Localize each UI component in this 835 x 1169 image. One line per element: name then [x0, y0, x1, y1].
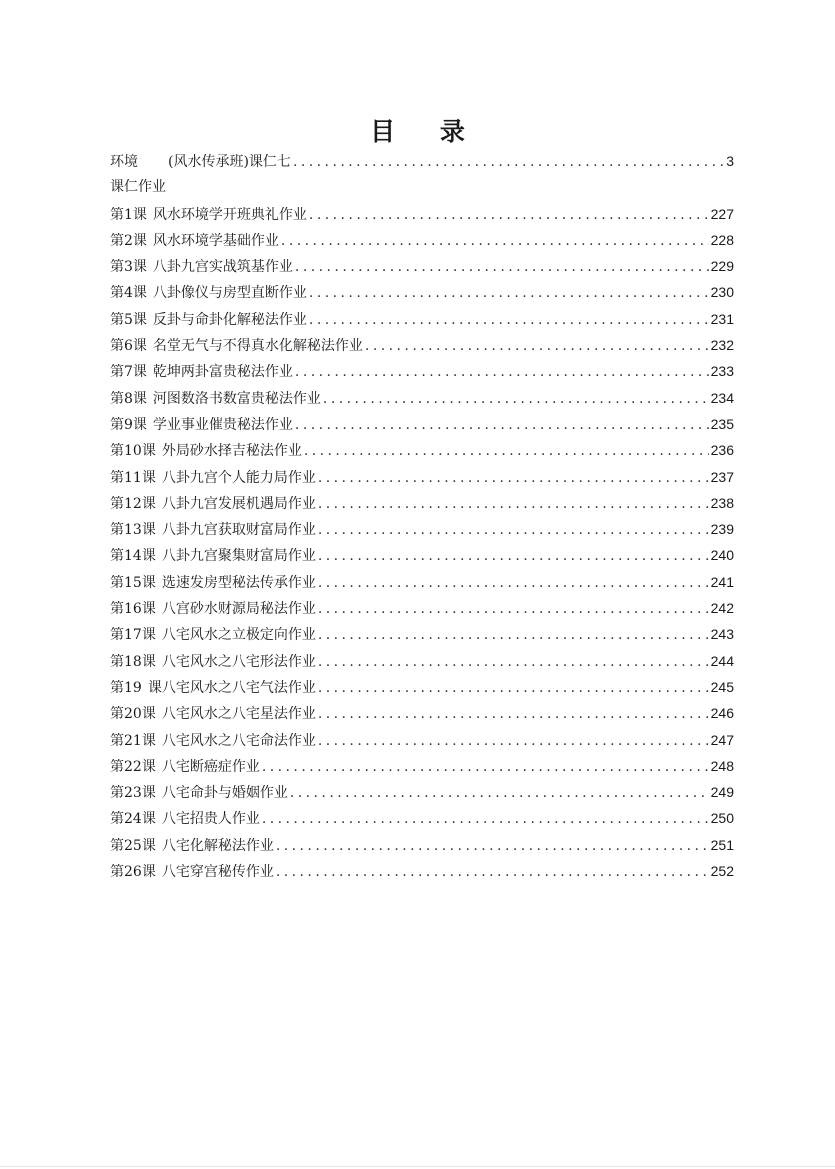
- toc-entry-page: 247: [710, 731, 734, 748]
- toc-entry[interactable]: [110, 464, 734, 490]
- toc-entry-lesson: 第2课: [110, 232, 147, 249]
- toc-entry-page: 228: [710, 231, 734, 248]
- toc-entry-title: 名堂无气与不得真水化解秘法作业: [152, 338, 363, 355]
- toc-entry-page: 244: [710, 652, 734, 669]
- toc-entry-title: 八卦像仪与房型直断作业: [152, 285, 307, 302]
- toc-entry-page: 251: [710, 836, 734, 853]
- toc-entry[interactable]: [110, 332, 734, 358]
- toc-entry-lesson: 第26课: [110, 864, 156, 881]
- toc-entry-lesson: 第12课: [110, 495, 156, 512]
- dot-leader: [318, 649, 709, 675]
- toc-entry-title: 八卦九宫发展机遇局作业: [161, 495, 316, 512]
- toc-entry[interactable]: [110, 805, 734, 831]
- toc-entry[interactable]: [110, 201, 734, 227]
- toc-entry-page: 227: [710, 205, 734, 222]
- toc-entry-lesson: 第10课: [110, 443, 156, 460]
- toc-entry-page: 238: [710, 494, 734, 511]
- dot-leader: [309, 307, 709, 333]
- dot-leader: [262, 806, 709, 832]
- toc-entry-page: 236: [710, 442, 734, 459]
- toc-entry-title: 八宅风水之八宅星法作业: [161, 706, 316, 723]
- toc-entry-lesson: 第6课: [110, 338, 147, 355]
- toc-entry-title: 课八宅风水之八宅气法作业: [147, 679, 316, 696]
- toc-entry[interactable]: [110, 437, 734, 463]
- toc-entry-title: 风水环境学基础作业: [152, 232, 279, 249]
- toc-entry-page: 233: [710, 363, 734, 380]
- toc-entry[interactable]: [110, 779, 734, 805]
- toc-entry[interactable]: [110, 279, 734, 305]
- dot-leader: [295, 412, 709, 438]
- toc-entry-title: 八卦九宫聚集财富局作业: [161, 548, 316, 565]
- dot-leader: [309, 280, 709, 306]
- toc-entry-lesson: 第3课: [110, 259, 147, 276]
- toc-entry[interactable]: [110, 306, 734, 332]
- toc-entry[interactable]: [110, 700, 734, 726]
- dot-leader: [318, 570, 709, 596]
- toc-entry[interactable]: [110, 595, 734, 621]
- toc-entry-title: 八宅穿宫秘传作业: [161, 864, 274, 881]
- toc-entry[interactable]: [110, 253, 734, 279]
- toc-entry-page: 241: [710, 573, 734, 590]
- toc-entry-title: 八宫砂水财源局秘法作业: [161, 601, 316, 618]
- toc-entry-title: 八宅风水之立极定向作业: [161, 627, 316, 644]
- toc-entry-page: 246: [710, 705, 734, 722]
- toc-entry[interactable]: [110, 621, 734, 647]
- dot-leader: [318, 491, 709, 517]
- toc-entry-page: 239: [710, 521, 734, 538]
- dot-leader: [309, 202, 709, 228]
- toc-entry-title: 选速发房型秘法传承作业: [161, 574, 316, 591]
- section-label-text: 课仁作业: [110, 179, 166, 196]
- toc-entry-title: 八宅断癌症作业: [161, 758, 260, 775]
- dot-leader: [318, 596, 709, 622]
- dot-leader: [318, 543, 709, 569]
- dot-leader: [318, 465, 709, 491]
- toc-entry-lesson: 第21课: [110, 732, 156, 749]
- toc-entry-lesson: 第15课: [110, 574, 156, 591]
- dot-leader: [262, 754, 709, 780]
- toc-entry-page: 235: [710, 415, 734, 432]
- toc-entry-page: 3: [726, 153, 734, 169]
- toc-entry-lesson: 第11课: [110, 469, 156, 486]
- toc-entry-lesson: 第16课: [110, 601, 156, 618]
- toc-entry-title: 河图数洛书数富贵秘法作业: [152, 390, 321, 407]
- dot-leader: [318, 675, 709, 701]
- toc-entry-page: 234: [710, 389, 734, 406]
- toc-entry-title: (风水传承班)课仁七: [168, 154, 291, 170]
- dot-leader: [318, 622, 709, 648]
- toc-entry-title: 反卦与命卦化解秘法作业: [152, 311, 307, 328]
- dot-leader: [318, 701, 709, 727]
- dot-leader: [318, 517, 709, 543]
- toc-entry[interactable]: [110, 516, 734, 542]
- page-edge-divider: [0, 1166, 835, 1167]
- dot-leader: [276, 859, 709, 885]
- toc-entry-page: 249: [710, 784, 734, 801]
- toc-entry-lesson: 第24课: [110, 811, 156, 828]
- toc-entry-lesson: 第9课: [110, 416, 147, 433]
- dot-leader: [304, 438, 709, 464]
- toc-entry-title: 外局砂水择吉秘法作业: [161, 443, 302, 460]
- toc-entry[interactable]: [110, 727, 734, 753]
- toc-entry-lesson: 第14课: [110, 548, 156, 565]
- toc-entry[interactable]: [110, 832, 734, 858]
- toc-entry-title: 八宅风水之八宅形法作业: [161, 653, 316, 670]
- toc-entry[interactable]: [110, 569, 734, 595]
- toc-entry-list: [110, 201, 734, 885]
- toc-entry-page: 240: [710, 547, 734, 564]
- toc-entry-lesson: 第8课: [110, 390, 147, 407]
- toc-entry-lesson: 第18课: [110, 653, 156, 670]
- toc-entry[interactable]: [110, 411, 734, 437]
- toc-entry-lesson: 第7课: [110, 364, 147, 381]
- toc-entry[interactable]: [110, 648, 734, 674]
- toc-header-entry[interactable]: [110, 148, 734, 174]
- toc-entry-page: 242: [710, 600, 734, 617]
- toc-entry-title: 学业事业催贵秘法作业: [152, 416, 293, 433]
- toc-entry-label: 环境: [110, 154, 138, 170]
- table-of-contents: [110, 148, 734, 884]
- page-title: 目 录: [370, 117, 483, 146]
- dot-leader: [295, 254, 709, 280]
- toc-entry-page: 252: [710, 863, 734, 880]
- toc-entry[interactable]: [110, 358, 734, 384]
- dot-leader: [323, 386, 709, 412]
- dot-leader: [281, 228, 709, 254]
- toc-entry-page: 250: [710, 810, 734, 827]
- toc-entry-title: 乾坤两卦富贵秘法作业: [152, 364, 293, 381]
- toc-entry-page: 248: [710, 757, 734, 774]
- dot-leader: [290, 780, 709, 806]
- toc-entry-title: 八宅命卦与婚姻作业: [161, 785, 288, 802]
- toc-entry-lesson: 第13课: [110, 522, 156, 539]
- toc-entry-lesson: 第4课: [110, 285, 147, 302]
- toc-entry-page: 237: [710, 468, 734, 485]
- toc-entry-lesson: 第25课: [110, 837, 156, 854]
- toc-entry[interactable]: [110, 674, 734, 700]
- toc-entry-title: 八宅风水之八宅命法作业: [161, 732, 316, 749]
- toc-entry[interactable]: [110, 385, 734, 411]
- toc-entry-title: 八宅化解秘法作业: [161, 837, 274, 854]
- dot-leader: [318, 728, 709, 754]
- toc-entry[interactable]: [110, 542, 734, 568]
- toc-entry-title: 八卦九宫个人能力局作业: [161, 469, 316, 486]
- toc-entry[interactable]: [110, 858, 734, 884]
- toc-entry-lesson: 第17课: [110, 627, 156, 644]
- toc-entry-lesson: 第20课: [110, 706, 156, 723]
- toc-entry-title: 风水环境学开班典礼作业: [152, 206, 307, 223]
- toc-entry[interactable]: [110, 753, 734, 779]
- toc-entry-lesson: 第19: [110, 679, 142, 696]
- dot-leader: [293, 149, 724, 175]
- toc-entry-page: 230: [710, 284, 734, 301]
- toc-section-label: [110, 174, 734, 200]
- toc-entry-page: 229: [710, 258, 734, 275]
- toc-entry-page: 243: [710, 626, 734, 643]
- toc-entry-lesson: 第22课: [110, 758, 156, 775]
- toc-entry-title: 八卦九宫实战筑基作业: [152, 259, 293, 276]
- dot-leader: [365, 333, 709, 359]
- toc-entry-page: 231: [710, 310, 734, 327]
- toc-entry-lesson: 第5课: [110, 311, 147, 328]
- toc-entry-page: 232: [710, 337, 734, 354]
- toc-entry[interactable]: [110, 227, 734, 253]
- toc-entry-title: 八宅招贵人作业: [161, 811, 260, 828]
- toc-entry-title: 八卦九宫获取财富局作业: [161, 522, 316, 539]
- dot-leader: [295, 359, 709, 385]
- toc-entry-lesson: 第1课: [110, 206, 147, 223]
- toc-entry[interactable]: [110, 490, 734, 516]
- dot-leader: [276, 833, 709, 859]
- toc-entry-page: 245: [710, 678, 734, 695]
- toc-entry-lesson: 第23课: [110, 785, 156, 802]
